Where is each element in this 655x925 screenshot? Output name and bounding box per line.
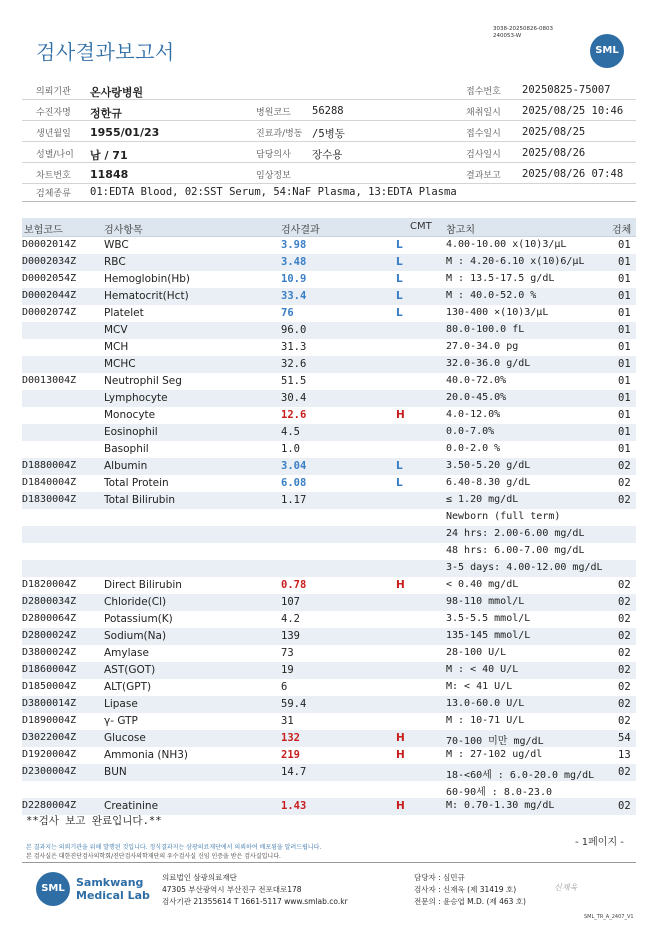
cell-specimen: 01 — [618, 375, 631, 387]
disclaimer-note: 본 결과지는 의뢰기관을 위해 발행된 것입니다. 정식결과지는 삼광의료재단에서 의뢰하여 배포됨을 알려드립니다. — [26, 844, 322, 851]
cell-reference: 60-90세 : 8.0-23.0 — [446, 787, 552, 798]
cell-insurance-code: D1830004Z — [22, 494, 77, 505]
cell-specimen: 02 — [618, 460, 631, 472]
cell-reference: 24 hrs: 2.00-6.00 mg/dL — [446, 528, 585, 539]
cell-reference: 13.0-60.0 U/L — [446, 698, 525, 709]
cell-reference: 0.0-2.0 % — [446, 443, 501, 454]
value-specimen-types: 01:EDTA Blood, 02:SST Serum, 54:NaF Plasma, 13:EDTA Plasma — [90, 186, 457, 198]
label-clinical-info: 임상정보 — [256, 171, 291, 181]
table-row — [22, 713, 636, 730]
cell-result: 14.7 — [281, 766, 307, 778]
table-row — [22, 237, 636, 254]
table-row — [22, 645, 636, 662]
cell-flag: H — [396, 800, 405, 812]
cell-insurance-code: D1920004Z — [22, 749, 77, 760]
cell-result: 19 — [281, 664, 294, 676]
cell-insurance-code: D2800024Z — [22, 630, 77, 641]
report-code-line-1: 3038-20250826-0803 — [493, 26, 553, 32]
label-patient-name: 수진자명 — [36, 108, 71, 118]
cell-test-name: Creatinine — [104, 800, 159, 812]
cell-reference: 40.0-72.0% — [446, 375, 507, 386]
cell-insurance-code: D0002034Z — [22, 256, 77, 267]
cell-reference: ≤ 1.20 mg/dL — [446, 494, 519, 505]
cell-result: 1.0 — [281, 443, 300, 455]
header-row-specimen — [22, 181, 636, 202]
cell-reference: 3-5 days: 4.00-12.00 mg/dL — [446, 562, 603, 573]
value-chart-no: 11848 — [90, 168, 129, 181]
cell-specimen: 02 — [618, 766, 631, 778]
table-row — [22, 543, 636, 560]
table-row — [22, 662, 636, 679]
cell-specimen: 01 — [618, 290, 631, 302]
cell-insurance-code: D3800024Z — [22, 647, 77, 658]
cell-insurance-code: D0013004Z — [22, 375, 77, 386]
cell-flag: H — [396, 749, 405, 761]
value-sex-age: 남 / 71 — [90, 149, 128, 162]
cell-flag: L — [396, 256, 403, 268]
cell-result: 73 — [281, 647, 294, 659]
cell-result: 96.0 — [281, 324, 307, 336]
cell-result: 30.4 — [281, 392, 307, 404]
cell-reference: M : 4.20-6.10 x(10)6/μL — [446, 256, 585, 267]
cell-test-name: AST(GOT) — [104, 664, 156, 676]
cell-result: 31 — [281, 715, 294, 727]
cell-result: 0.78 — [281, 579, 307, 591]
table-row — [22, 781, 636, 798]
cell-reference: < 0.40 mg/dL — [446, 579, 519, 590]
cell-insurance-code: D1890004Z — [22, 715, 77, 726]
cell-result: 33.4 — [281, 290, 307, 302]
table-row — [22, 254, 636, 271]
cell-test-name: Basophil — [104, 443, 149, 455]
cell-reference: Newborn (full term) — [446, 511, 561, 522]
cell-insurance-code: D0002014Z — [22, 239, 77, 250]
cell-test-name: γ- GTP — [104, 715, 138, 727]
label-department: 진료과/병동 — [256, 129, 303, 139]
value-reported-at: 2025/08/26 07:48 — [522, 168, 624, 180]
cell-insurance-code: D1860004Z — [22, 664, 77, 675]
cell-specimen: 02 — [618, 613, 631, 625]
cell-test-name: RBC — [104, 256, 126, 268]
handwritten-signature: 신재욱 — [554, 883, 578, 892]
cell-reference: M : 27-102 ug/dl — [446, 749, 543, 760]
cell-result: 107 — [281, 596, 300, 608]
cell-insurance-code: D0002044Z — [22, 290, 77, 301]
cell-test-name: Lymphocyte — [104, 392, 168, 404]
col-header-result: 검사결과 — [281, 225, 320, 236]
report-code — [493, 26, 553, 40]
label-sex-age: 성별/나이 — [36, 150, 74, 160]
cell-result: 12.6 — [281, 409, 307, 421]
header-row-institution — [22, 79, 636, 100]
label-collected-at: 채취일시 — [466, 108, 501, 118]
footer-sml-logo-icon: SML — [36, 872, 70, 906]
value-institution: 온사랑병원 — [90, 86, 144, 99]
cell-test-name: Platelet — [104, 307, 144, 319]
cell-reference: 4.00-10.00 x(10)3/μL — [446, 239, 567, 250]
cell-reference: 4.0-12.0% — [446, 409, 501, 420]
cell-specimen: 02 — [618, 715, 631, 727]
label-tested-at: 검사일시 — [466, 150, 501, 160]
header-row-birth — [22, 121, 636, 142]
cell-insurance-code: D2300004Z — [22, 766, 77, 777]
results-table-header — [22, 218, 636, 237]
table-row — [22, 492, 636, 509]
cell-specimen: 01 — [618, 307, 631, 319]
cell-specimen: 01 — [618, 392, 631, 404]
cell-test-name: WBC — [104, 239, 129, 251]
cell-test-name: BUN — [104, 766, 127, 778]
cell-flag: L — [396, 307, 403, 319]
table-row — [22, 458, 636, 475]
table-row — [22, 628, 636, 645]
col-header-specimen: 검체 — [612, 225, 632, 236]
cell-reference: M : < 40 U/L — [446, 664, 519, 675]
cell-specimen: 02 — [618, 800, 631, 812]
brand-line-1: Samkwang — [76, 876, 144, 889]
value-collected-at: 2025/08/25 10:46 — [522, 105, 624, 117]
cell-test-name: MCV — [104, 324, 128, 336]
cell-specimen: 02 — [618, 681, 631, 693]
cell-insurance-code: D2800064Z — [22, 613, 77, 624]
value-receipt-no: 20250825-75007 — [522, 84, 611, 96]
cell-specimen: 02 — [618, 647, 631, 659]
table-row — [22, 322, 636, 339]
cell-test-name: Hematocrit(Hct) — [104, 290, 189, 302]
cell-test-name: Direct Bilirubin — [104, 579, 182, 591]
cell-test-name: Monocyte — [104, 409, 156, 421]
cell-test-name: Total Bilirubin — [104, 494, 176, 506]
cell-reference: 3.5-5.5 mmol/L — [446, 613, 531, 624]
cell-result: 3.04 — [281, 460, 307, 472]
cell-reference: 130-400 ×(10)3/μL — [446, 307, 549, 318]
cell-insurance-code: D1840004Z — [22, 477, 77, 488]
cell-insurance-code: D0002054Z — [22, 273, 77, 284]
cell-result: 59.4 — [281, 698, 307, 710]
cell-test-name: Sodium(Na) — [104, 630, 167, 642]
cell-test-name: Total Protein — [104, 477, 169, 489]
cell-reference: 6.40-8.30 g/dL — [446, 477, 531, 488]
cell-test-name: Ammonia (NH3) — [104, 749, 189, 761]
cell-test-name: Potassium(K) — [104, 613, 173, 625]
cell-test-name: Chloride(Cl) — [104, 596, 167, 608]
lab-contact: 검사기관 21355614 T 1661-5117 www.smlab.co.kr — [162, 897, 348, 906]
cell-result: 139 — [281, 630, 300, 642]
page-number: - 1페이지 - — [575, 837, 624, 848]
value-birth-date: 1955/01/23 — [90, 126, 160, 139]
cell-specimen: 13 — [618, 749, 631, 761]
cell-test-name: Lipase — [104, 698, 138, 710]
cell-flag: L — [396, 239, 403, 251]
page-title: 검사결과보고서 — [36, 40, 175, 64]
report-code-line-2: 240053-W — [493, 33, 522, 39]
value-tested-at: 2025/08/26 — [522, 147, 586, 159]
label-received-at: 접수일시 — [466, 129, 501, 139]
cell-reference: M: 0.70-1.30 mg/dL — [446, 800, 555, 811]
cell-test-name: MCH — [104, 341, 129, 353]
cell-reference: M : 13.5-17.5 g/dL — [446, 273, 555, 284]
table-row — [22, 764, 636, 781]
cell-result: 51.5 — [281, 375, 307, 387]
table-row — [22, 271, 636, 288]
value-received-at: 2025/08/25 — [522, 126, 586, 138]
cell-result: 76 — [281, 307, 294, 319]
cell-specimen: 54 — [618, 732, 631, 744]
col-header-name: 검사항목 — [104, 225, 143, 236]
signatory-tester: 검사자 : 신재욱 (제 31419 호) — [414, 885, 517, 894]
cell-result: 31.3 — [281, 341, 307, 353]
cell-reference: M : 40.0-52.0 % — [446, 290, 537, 301]
table-row — [22, 356, 636, 373]
cell-flag: L — [396, 273, 403, 285]
cell-reference: 98-110 mmol/L — [446, 596, 525, 607]
value-department: /5병동 — [312, 128, 345, 140]
label-chart-no: 차트번호 — [36, 171, 71, 181]
table-row — [22, 526, 636, 543]
label-hospital-code: 병원코드 — [256, 108, 291, 118]
cell-test-name: MCHC — [104, 358, 136, 370]
label-doctor: 담당의사 — [256, 150, 291, 160]
cell-flag: L — [396, 477, 403, 489]
cell-specimen: 01 — [618, 256, 631, 268]
lab-org: 의료법인 삼광의료재단 — [162, 873, 237, 882]
cell-test-name: Glucose — [104, 732, 146, 744]
cell-specimen: 01 — [618, 273, 631, 285]
cell-insurance-code: D2280004Z — [22, 800, 77, 811]
table-row — [22, 288, 636, 305]
cell-specimen: 01 — [618, 239, 631, 251]
cell-specimen: 02 — [618, 698, 631, 710]
report-complete-mark: **검사 보고 완료입니다.** — [26, 815, 162, 827]
sml-logo-icon: SML — [590, 34, 624, 68]
table-row — [22, 509, 636, 526]
cell-result: 132 — [281, 732, 300, 744]
cell-result: 1.43 — [281, 800, 307, 812]
value-patient-name: 정한규 — [90, 107, 122, 120]
label-institution: 의뢰기관 — [36, 87, 71, 97]
cell-specimen: 01 — [618, 409, 631, 421]
footer-divider — [22, 862, 636, 863]
cell-specimen: 01 — [618, 324, 631, 336]
cell-test-name: Albumin — [104, 460, 148, 472]
table-row — [22, 594, 636, 611]
brand-line-2: Medical Lab — [76, 889, 150, 902]
label-reported-at: 결과보고 — [466, 171, 501, 181]
cell-insurance-code: D2800034Z — [22, 596, 77, 607]
table-row — [22, 696, 636, 713]
cell-test-name: Hemoglobin(Hb) — [104, 273, 191, 285]
cell-specimen: 02 — [618, 477, 631, 489]
cell-specimen: 02 — [618, 579, 631, 591]
cell-result: 10.9 — [281, 273, 307, 285]
cell-insurance-code: D3022004Z — [22, 732, 77, 743]
cell-result: 3.48 — [281, 256, 307, 268]
cell-flag: H — [396, 409, 405, 421]
form-code: SML_TR_A_2407_V1 — [584, 914, 634, 920]
col-header-cmt: CMT — [410, 221, 432, 232]
table-row — [22, 577, 636, 594]
cell-test-name: ALT(GPT) — [104, 681, 152, 693]
cell-insurance-code: D3800014Z — [22, 698, 77, 709]
cell-result: 32.6 — [281, 358, 307, 370]
cell-reference: 3.50-5.20 g/dL — [446, 460, 531, 471]
cell-insurance-code: D1880004Z — [22, 460, 77, 471]
cell-specimen: 01 — [618, 426, 631, 438]
cell-specimen: 02 — [618, 596, 631, 608]
cell-reference: M : 10-71 U/L — [446, 715, 525, 726]
cell-specimen: 01 — [618, 358, 631, 370]
header-row-patient — [22, 100, 636, 121]
table-row — [22, 390, 636, 407]
cell-reference: 70-100 미만 mg/dL — [446, 736, 544, 747]
cell-reference: 18-<60세 : 6.0-20.0 mg/dL — [446, 770, 595, 781]
cell-reference: 135-145 mmol/L — [446, 630, 531, 641]
table-row — [22, 611, 636, 628]
table-row — [22, 560, 636, 577]
header-row-sex-age — [22, 142, 636, 163]
cell-reference: 28-100 U/L — [446, 647, 507, 658]
cell-test-name: Neutrophil Seg — [104, 375, 182, 387]
cell-reference: 0.0-7.0% — [446, 426, 495, 437]
cell-test-name: Eosinophil — [104, 426, 158, 438]
cell-specimen: 02 — [618, 630, 631, 642]
cell-specimen: 02 — [618, 494, 631, 506]
table-row — [22, 475, 636, 492]
cell-result: 4.2 — [281, 613, 300, 625]
cell-result: 3.98 — [281, 239, 307, 251]
accreditation-note: 본 검사실은 대한진단검사의학회/진단검사의학재단의 우수검사실 신임 인증을 받은 검사실입니다. — [26, 853, 281, 860]
cell-flag: L — [396, 460, 403, 472]
cell-result: 1.17 — [281, 494, 307, 506]
cell-specimen: 01 — [618, 443, 631, 455]
table-row — [22, 373, 636, 390]
label-receipt-no: 접수번호 — [466, 87, 501, 97]
table-row — [22, 339, 636, 356]
cell-insurance-code: D0002074Z — [22, 307, 77, 318]
lab-address: 47305 부산광역시 부산진구 전포대로178 — [162, 885, 302, 894]
cell-reference: 32.0-36.0 g/dL — [446, 358, 531, 369]
cell-result: 6 — [281, 681, 288, 693]
table-row — [22, 305, 636, 322]
label-specimen-types: 검체종류 — [36, 189, 71, 199]
table-row — [22, 730, 636, 747]
cell-test-name: Amylase — [104, 647, 149, 659]
table-row — [22, 679, 636, 696]
cell-flag: L — [396, 290, 403, 302]
cell-insurance-code: D1850004Z — [22, 681, 77, 692]
table-row — [22, 441, 636, 458]
cell-reference: 20.0-45.0% — [446, 392, 507, 403]
col-header-ref: 참고치 — [446, 225, 475, 236]
signatory-specialist: 전문의 : 윤승엽 M.D. (제 463 호) — [414, 897, 526, 906]
cell-result: 6.08 — [281, 477, 307, 489]
cell-flag: H — [396, 732, 405, 744]
col-header-code: 보험코드 — [24, 225, 63, 236]
cell-specimen: 01 — [618, 341, 631, 353]
signatories — [414, 872, 578, 908]
value-hospital-code: 56288 — [312, 105, 344, 117]
table-row — [22, 424, 636, 441]
cell-insurance-code: D1820004Z — [22, 579, 77, 590]
footer-brand — [76, 876, 150, 902]
table-row — [22, 407, 636, 424]
cell-reference: 27.0-34.0 pg — [446, 341, 519, 352]
cell-reference: M: < 41 U/L — [446, 681, 513, 692]
lab-info — [162, 872, 348, 908]
table-row — [22, 747, 636, 764]
signatory-manager: 담당자 : 심민규 — [414, 873, 465, 882]
cell-result: 219 — [281, 749, 300, 761]
label-birth-date: 생년월일 — [36, 129, 71, 139]
cell-flag: H — [396, 579, 405, 591]
cell-reference: 80.0-100.0 fL — [446, 324, 525, 335]
cell-reference: 48 hrs: 6.00-7.00 mg/dL — [446, 545, 585, 556]
cell-specimen: 02 — [618, 664, 631, 676]
value-doctor: 장수용 — [312, 149, 343, 161]
cell-result: 4.5 — [281, 426, 300, 438]
